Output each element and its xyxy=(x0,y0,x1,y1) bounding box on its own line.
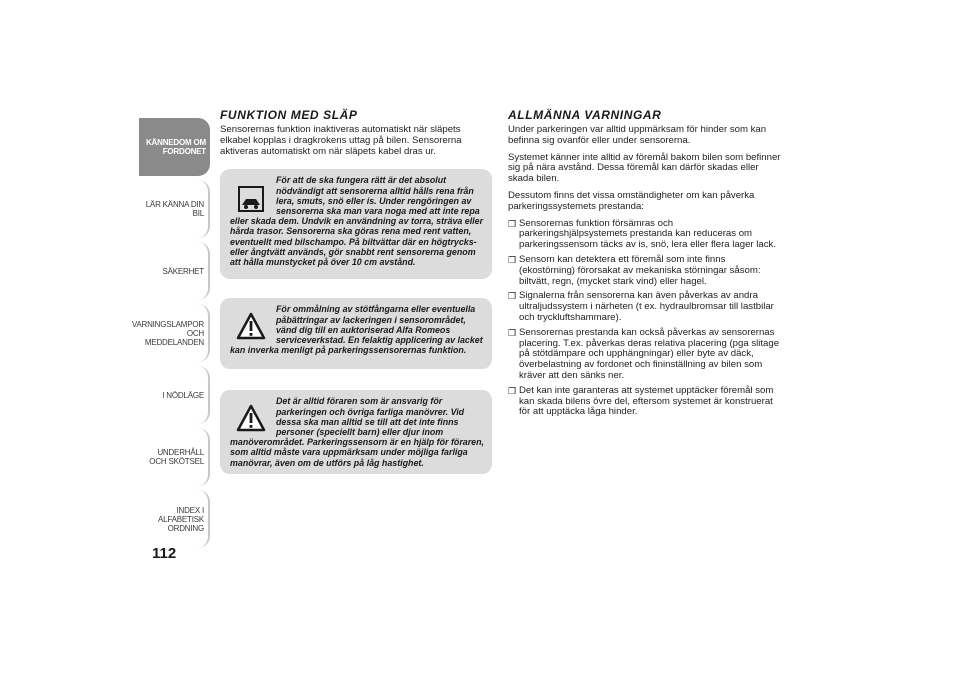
chapter-sidebar xyxy=(131,118,210,548)
chapter-tab[interactable] xyxy=(139,428,210,486)
chapter-tab[interactable] xyxy=(139,242,210,300)
chapter-tab[interactable] xyxy=(139,490,210,548)
chapter-tab-label: I NÖDLÄGE xyxy=(162,390,204,400)
list-item xyxy=(508,291,784,323)
chapter-tab-label: SÄKERHET xyxy=(162,266,204,276)
checkbox-bullet-icon: ❒ xyxy=(508,385,517,396)
list-item-text: Sensorernas funktion försämras och parkeringshjälpsystemets prestanda kan reduceras om parkeringssensorn täcks av is, snö, lera eller flera lager lack. xyxy=(519,217,777,251)
checkbox-bullet-icon: ❒ xyxy=(508,327,517,338)
list-item-text: Signalerna från sensorerna kan även påverkas av andra ultraljudssystem i närheten (t ex. hydraulbromsar till lastbilar och tryckluftshammare). xyxy=(519,290,774,323)
warnings-paragraph-1: Under parkeringen var alltid uppmärksam för hinder som kan befinna sig ovanför eller under sensorerna. xyxy=(508,124,767,146)
checkbox-bullet-icon: ❒ xyxy=(508,218,517,229)
paint-warning-box xyxy=(220,298,492,369)
list-item-text: Sensorn kan detektera ett föremål som inte finns (ekostörning) förorsakat av mekaniska störningar såsom: biltvätt, regn, (mycket stark vind) eller hagel. xyxy=(519,253,761,287)
list-item xyxy=(508,386,784,418)
chapter-tab[interactable] xyxy=(139,366,210,424)
section-heading-trailer: FUNKTION MED SLÄP xyxy=(220,108,358,122)
list-item-text: Det kan inte garanteras att systemet upptäcker föremål som kan skada bilens övre del, eftersom systemet är konstruerat för att upptäcka låga hinder. xyxy=(519,384,774,418)
chapter-tab-label: INDEX I ALFABETISK ORDNING xyxy=(157,505,204,533)
list-item xyxy=(508,328,784,382)
warnings-paragraph-3: Dessutom finns det vissa omständigheter om kan påverka parkeringssystemets prestanda: xyxy=(508,189,755,212)
list-item xyxy=(508,219,784,251)
chapter-tab-label: KÄNNEDOM OM FORDONET xyxy=(145,138,206,156)
trailer-intro: Sensorernas funktion inaktiveras automatiskt när släpets elkabel kopplas i dragkrokens uttag på bilen. Sensorerna aktiveras automatiskt om när släpets kabel dras ur. xyxy=(220,124,462,157)
chapter-tab-label: LÄR KÄNNA DIN BIL xyxy=(145,200,204,218)
car-wash-icon xyxy=(236,181,266,215)
warnings-paragraph-2: Systemet känner inte alltid av föremål bakom bilen som befinner sig på nära avstånd. Dessa föremål kan därför skadas eller skada bilen. xyxy=(508,151,781,185)
checkbox-bullet-icon: ❒ xyxy=(508,254,517,265)
list-item xyxy=(508,255,784,287)
warning-triangle-icon xyxy=(236,402,266,436)
left-column xyxy=(220,108,492,474)
warning-triangle-icon xyxy=(236,310,266,344)
driver-responsibility-box xyxy=(220,390,492,474)
care-notice-text: För att de ska fungera rätt är det absolut nödvändigt att sensorerna alltid hålls rena från lera, smuts, snö eller is. Under rengöringen av sensorerna ska man vara noga med att inte repa eller skada dem. Undvik en användning av torra, sträva eller hårda trasor. Sensorerna ska göras rena med rent vatten, eventuellt med bilschampo. På biltvättar där en högtrycks- eller ångtvätt används, gör snabbt rent sensorerna genom att hålla munstycket på över 10 cm avstånd. xyxy=(230,175,484,268)
chapter-tab[interactable] xyxy=(131,304,210,362)
paint-warning-text: För ommålning av stötfångarna eller eventuella påbättringar av lackeringen i sensorområdet, vänd dig till en auktoriserad Alfa Romeos serviceverkstad. En felaktig applicering av lacket kan inverka menligt på parkeringssensorernas funktion. xyxy=(230,304,483,356)
warnings-list xyxy=(508,219,784,419)
driver-responsibility-text: Det är alltid föraren som är ansvarig för parkeringen och övriga farliga manövrer. Vid dessa ska man alltid se till att det inte finns personer (speciellt barn) eller djur inom manöverområdet. Parkeringssensorn är en hjälp för föraren, som alltid måste vara uppmärksam under möjliga farliga manövrar, även om de utförs på låg hastighet. xyxy=(230,396,485,468)
list-item-text: Sensorernas prestanda kan också påverkas av sensorernas placering. T.ex. påverkas deras relativa placering (pga slitage på stötdämpare och upphängningar) eller byte av däck, överbelastning av fordonet och fininställning av bilen som kräver att den sänks ner. xyxy=(519,326,780,381)
chapter-tab-label: VARNINGSLAMPOR OCH MEDDELANDEN xyxy=(131,319,204,347)
chapter-tab-label: UNDERHÅLL OCH SKÖTSEL xyxy=(149,448,204,466)
section-heading-general-warnings: ALLMÄNNA VARNINGAR xyxy=(508,108,662,122)
page-number: 112 xyxy=(152,545,177,562)
care-notice-box xyxy=(220,169,492,279)
checkbox-bullet-icon: ❒ xyxy=(508,291,517,302)
right-column xyxy=(508,108,784,424)
chapter-tab[interactable] xyxy=(139,180,210,238)
chapter-tab[interactable] xyxy=(139,118,210,176)
